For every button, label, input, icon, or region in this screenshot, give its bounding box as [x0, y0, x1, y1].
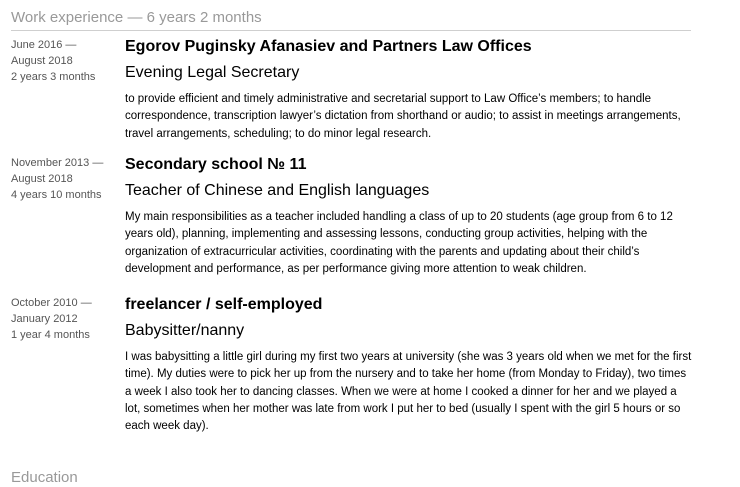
job-company: freelancer / self-employed	[125, 296, 323, 313]
job-duration: 1 year 4 months	[11, 329, 90, 341]
job-period	[11, 37, 113, 85]
job-position: Teacher of Chinese and English languages	[125, 182, 430, 199]
job-period	[11, 155, 113, 203]
job-date-range: October 2010 — January 2012	[11, 297, 92, 325]
job-details	[125, 155, 695, 278]
job-company: Egorov Puginsky Afanasiev and Partners Law Offices	[125, 38, 532, 55]
job-details	[125, 295, 695, 435]
job-period	[11, 295, 113, 343]
job-date-range: June 2016 — August 2018	[11, 39, 77, 67]
job-date-range: November 2013 — August 2018	[11, 157, 104, 185]
job-description: I was babysitting a little girl during my first two years at university (she was 3 years old when we met for the first time). My duties were to pick her up from the nursery and to take her home (from Monday to Friday), two times a week I also took her to dancing classes. When we were at home I cooked a dinner for her and we played a lot, sometimes when her mother was late from work I put her to bed (usually I spent with the girl 5 hours or so each week day).	[125, 351, 692, 433]
job-position: Evening Legal Secretary	[125, 64, 300, 81]
job-company: Secondary school № 11	[125, 156, 307, 173]
section-title-education: Education	[11, 469, 78, 486]
job-position: Babysitter/nanny	[125, 322, 245, 339]
section-title-work-experience: Work experience — 6 years 2 months	[11, 9, 691, 31]
job-details	[125, 37, 695, 143]
job-duration: 2 years 3 months	[11, 71, 96, 83]
job-description: to provide efficient and timely administrative and secretarial support to Law Office’s members; to handle correspondence, transcription lawyer’s dictation from shorthand or audio; to assist in meetings arrangements, travel arrangements, scheduling; to do minor legal research.	[125, 93, 681, 140]
job-duration: 4 years 10 months	[11, 189, 102, 201]
job-description: My main responsibilities as a teacher included handling a class of up to 20 students (age group from 6 to 12 years old), planning, implementing and assessing lessons, conducting group activities, helping with the organization of extracurricular activities, coordinating with the parents and updating about their child’s development and performance, as per performance giving more attention to weak children.	[125, 211, 673, 275]
